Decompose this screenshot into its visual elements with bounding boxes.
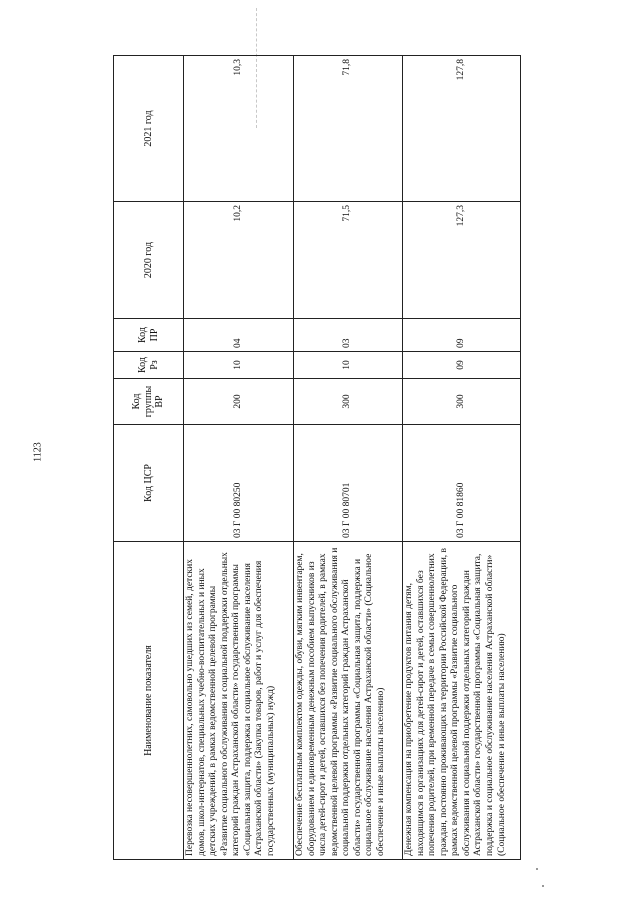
budget-table — [113, 55, 521, 860]
row-2021: 127,8 — [403, 56, 521, 202]
header-vr: Код группы ВР — [114, 379, 184, 425]
row-2020: 71,5 — [294, 202, 403, 319]
table-row — [184, 56, 294, 860]
row-2020: 10,2 — [184, 202, 294, 319]
table-row — [403, 56, 521, 860]
row-rz: 09 — [403, 352, 521, 379]
row-name: Денежная компенсация на приобретение продуктов питания детям, находящимся в организациях для детей-сирот и детей, оставшихся без попечения родителей, при временной передаче в семьи совершеннолетних граждан, постоянно проживающих на территории Российской Федерации, в рамках ведомственной целевой программы «Развитие социального обслуживания и социальной поддержки отдельных категорий граждан Астраханской области» государственной программы «Социальная защита, поддержка и социальное обслуживание населения Астраханской области» (Социальное обеспечение и иные выплаты населению) — [403, 542, 521, 860]
row-pr: 09 — [403, 319, 521, 352]
scan-speck — [542, 885, 544, 887]
row-2020: 127,3 — [403, 202, 521, 319]
header-rz: Код Рз — [114, 352, 184, 379]
row-rz: 10 — [184, 352, 294, 379]
row-vr: 200 — [184, 379, 294, 425]
table-row — [294, 56, 403, 860]
header-2021: 2021 год — [114, 56, 184, 202]
row-pr: 04 — [184, 319, 294, 352]
header-pr: Код ПР — [114, 319, 184, 352]
header-2020: 2020 год — [114, 202, 184, 319]
row-vr: 300 — [294, 379, 403, 425]
row-rz: 10 — [294, 352, 403, 379]
row-csr: 03 Г 00 80250 — [184, 425, 294, 542]
header-csr: Код ЦСР — [114, 425, 184, 542]
row-2021: 10,3 — [184, 56, 294, 202]
row-pr: 03 — [294, 319, 403, 352]
row-name: Перевозка несовершеннолетних, самовольно ушедших из семей, детских домов, школ-интернатов, специальных учебно-воспитательных и иных детских учреждений, в рамках ведомственной целевой программы «Развитие социального обслуживания и социальной поддержки отдельных категорий граждан Астраханской области» государственной программы «Социальная защита, поддержка и социальное обслуживание населения Астраханской области» (Закупка товаров, работ и услуг для обеспечения государственных (муниципальных) нужд) — [184, 542, 294, 860]
row-name: Обеспечение бесплатным комплектом одежды, обуви, мягким инвентарем, оборудованием и единовременным денежным пособием выпускников из числа детей-сирот и детей, оставшихся без попечения родителей, в рамках ведомственной целевой программы «Развитие социального обслуживания и социальной поддержки отдельных категорий граждан Астраханской области» государственной программы «Социальная защита, поддержка и социальное обслуживание населения Астраханской области» (Социальное обеспечение и иные выплаты населению) — [294, 542, 403, 860]
row-csr: 03 Г 00 81860 — [403, 425, 521, 542]
row-vr: 300 — [403, 379, 521, 425]
row-csr: 03 Г 00 80701 — [294, 425, 403, 542]
page-number: 1123 — [32, 442, 44, 462]
row-2021: 71,8 — [294, 56, 403, 202]
rotated-table-wrapper — [113, 56, 520, 860]
table-header-row — [114, 56, 184, 860]
scan-speck — [536, 868, 538, 870]
header-name: Наименование показателя — [114, 542, 184, 860]
